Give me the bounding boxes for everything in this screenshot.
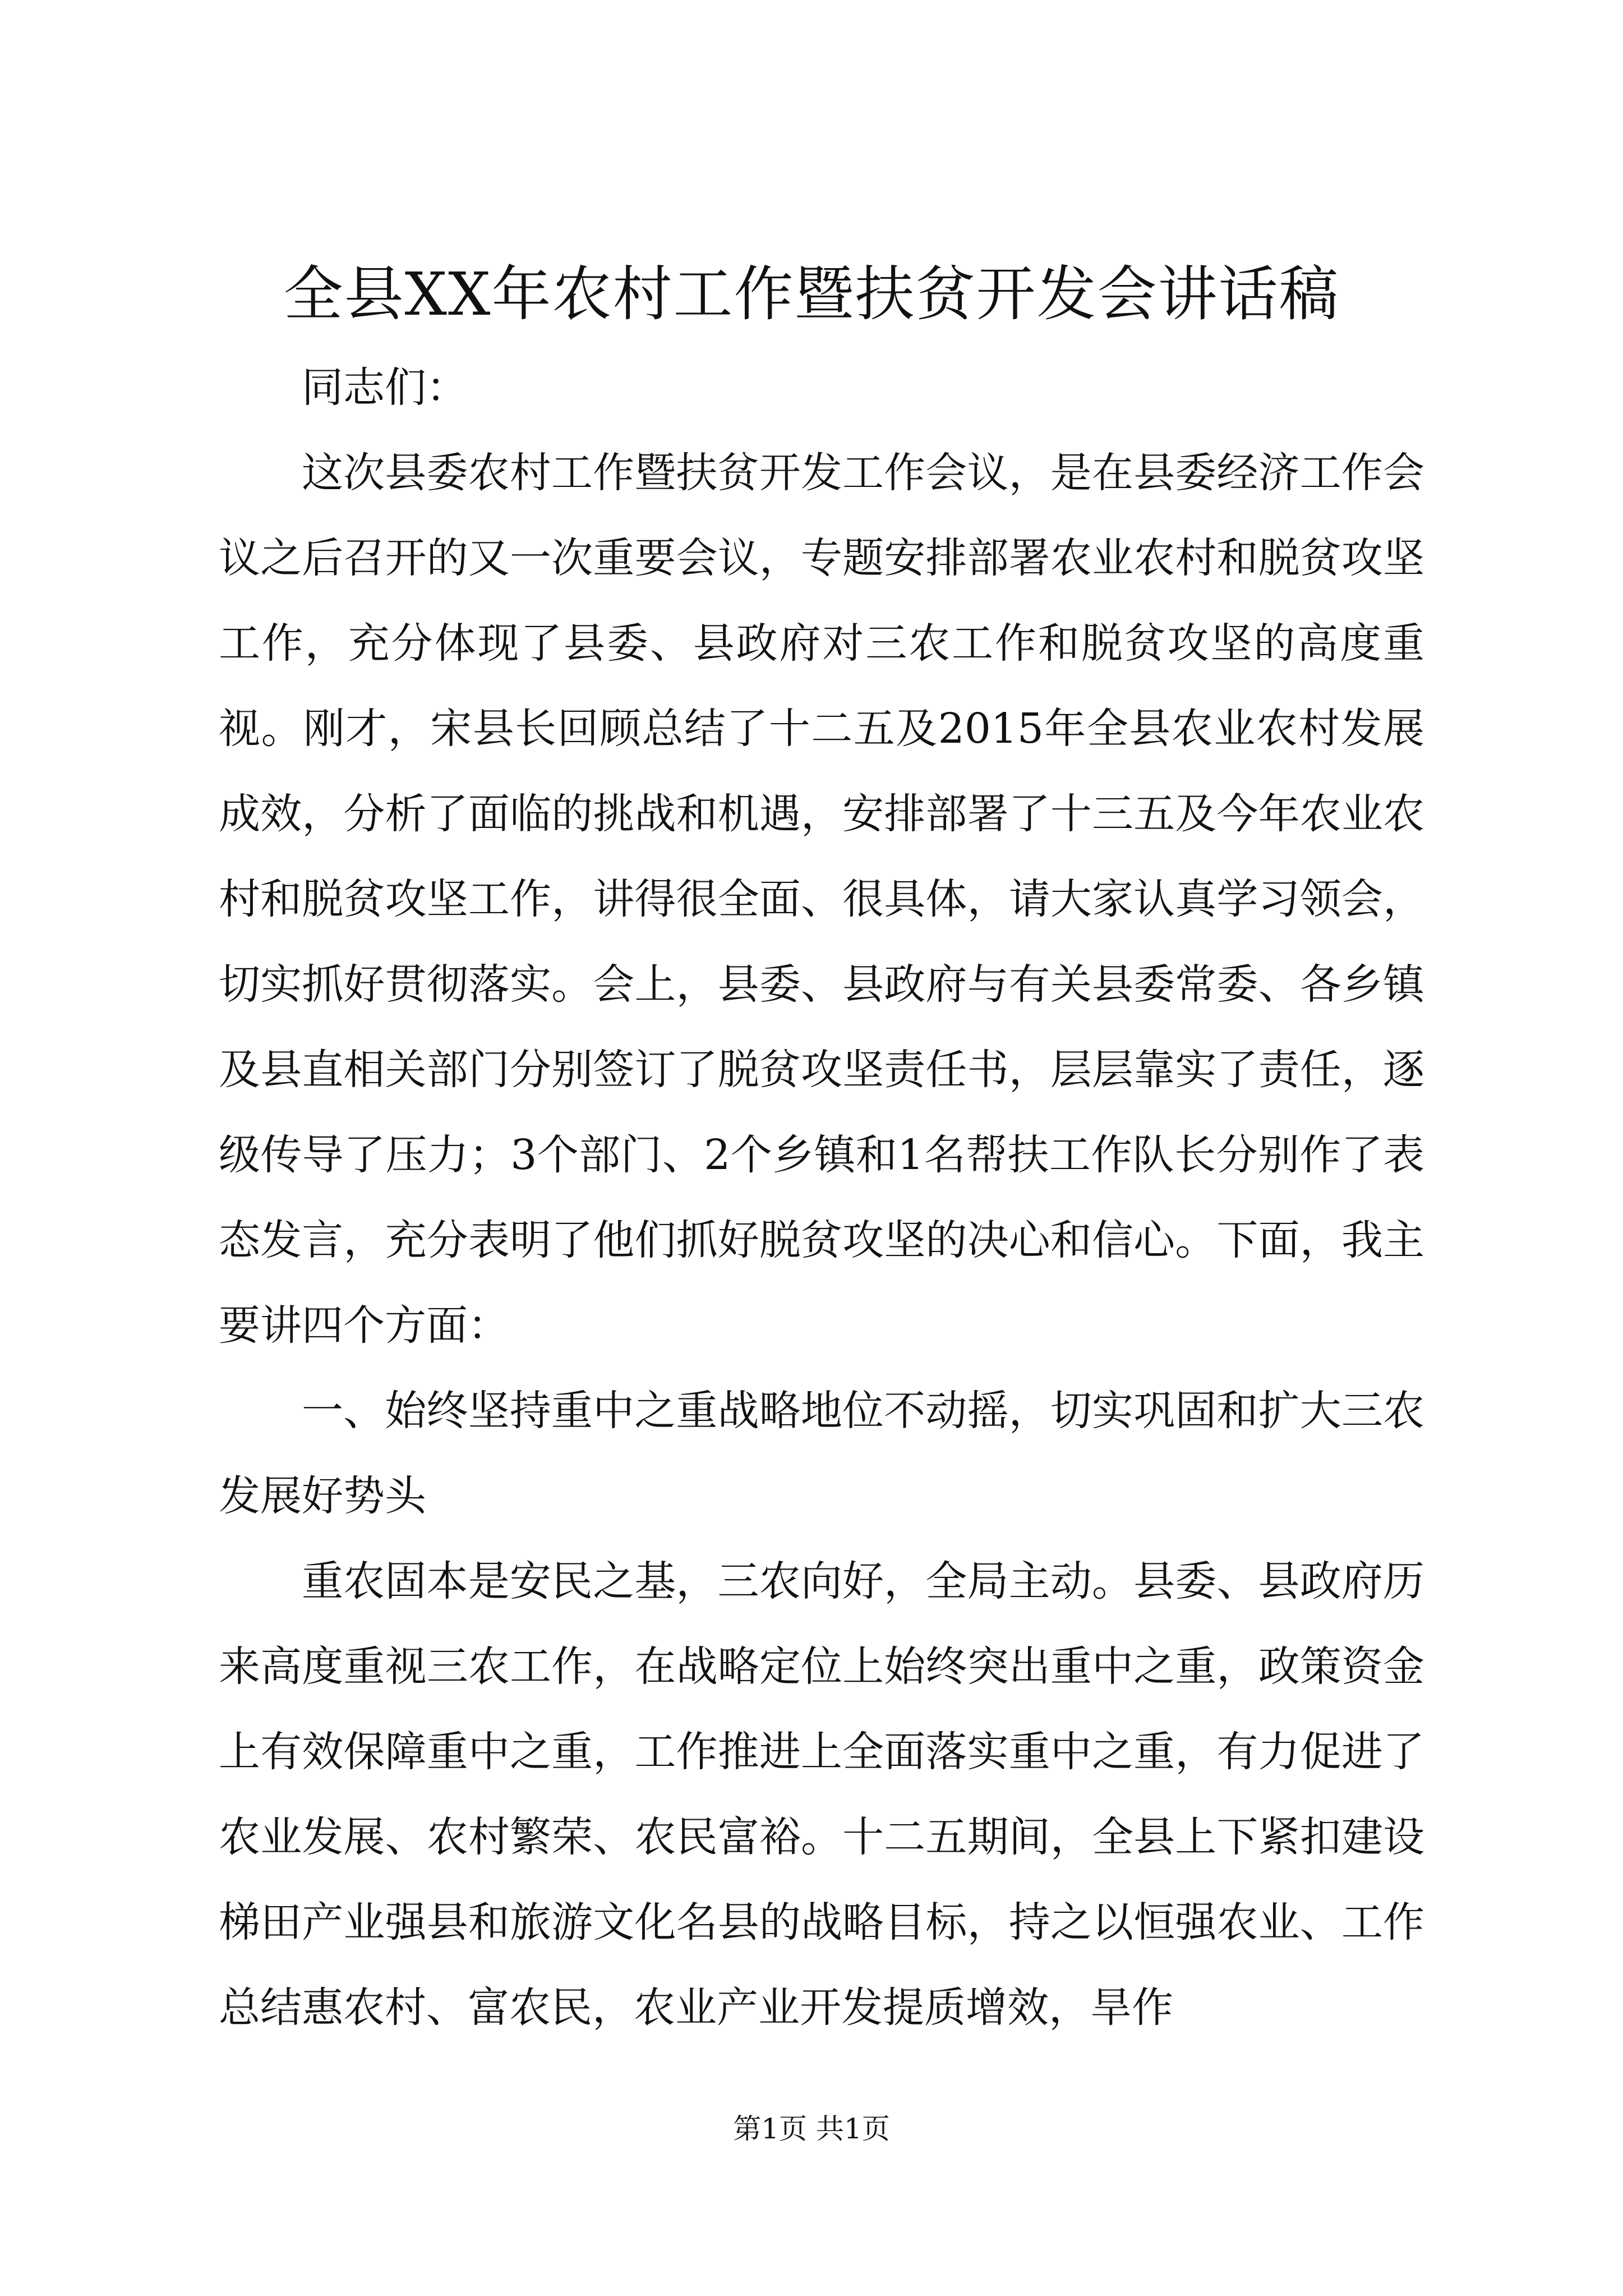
paragraph-section-body: 重农固本是安民之基，三农向好，全局主动。县委、县政府历来高度重视三农工作，在战略定位上始终突出重中之重，政策资金上有效保障重中之重，工作推进上全面落实重中之重，有力促进了农业发展、农村繁荣、农民富裕。十二五期间，全县上下紧扣建设梯田产业强县和旅游文化名县的战略目标，持之以恒强农业、工作总结惠农村、富农民，农业产业开发提质增效，旱作 [219,1557,1424,2032]
document-title: 全县XX年农村工作暨扶贫开发会讲话稿 [283,260,1340,329]
paragraph-section-heading: 一、始终坚持重中之重战略地位不动摇，切实巩固和扩大三农发展好势头 [219,1387,1424,1520]
paragraph-intro: 这次县委农村工作暨扶贫开发工作会议，是在县委经济工作会议之后召开的又一次重要会议，专题安排部署农业农村和脱贫攻坚工作，充分体现了县委、县政府对三农工作和脱贫攻坚的高度重视。刚才，宋县长回顾总结了十二五及2015年全县农业农村发展成效，分析了面临的挑战和机遇，安排部署了十三五及今年农业农村和脱贫攻坚工作，讲得很全面、很具体，请大家认真学习领会，切实抓好贯彻落实。会上，县委、县政府与有关县委常委、各乡镇及县直相关部门分别签订了脱贫攻坚责任书，层层靠实了责任，逐级传导了压力；3个部门、2个乡镇和1名帮扶工作队长分别作了表态发言，充分表明了他们抓好脱贫攻坚的决心和信心。下面，我主要讲四个方面： [219,449,1424,1350]
document-body [219,345,1424,2050]
page-number-footer: 第1页 共1页 [733,2113,890,2145]
paragraph-greeting: 同志们： [302,364,468,412]
